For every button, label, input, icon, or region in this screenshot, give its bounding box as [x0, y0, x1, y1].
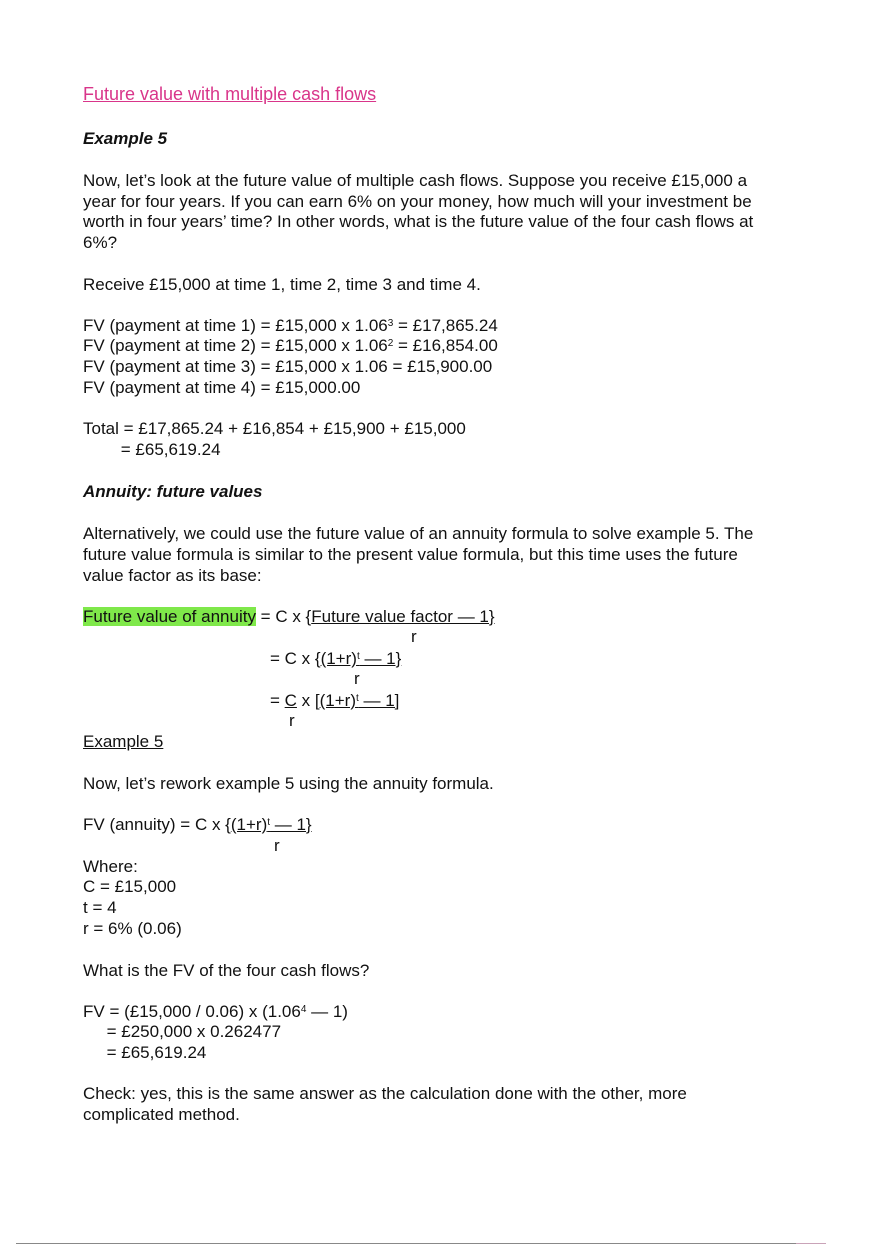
annuity-para-line: future value formula is similar to the present value formula, but this time uses the future [83, 545, 738, 564]
calc-line-2: = £250,000 x 0.262477 [83, 1022, 282, 1041]
check-line: Check: yes, this is the same answer as the calculation done with the other, more [83, 1084, 687, 1103]
fv-annuity-line [83, 815, 312, 835]
fv-line [83, 316, 498, 336]
section-title: Future value with multiple cash flows [83, 84, 377, 104]
exponent: t [355, 693, 359, 704]
total-line: Total = £17,865.24 + £16,854 + £15,900 + £15,000 [83, 419, 466, 438]
formula-denominator: r [274, 836, 280, 855]
base: (1+r) [320, 649, 357, 668]
intro-line: year for four years. If you can earn 6% on your money, how much will your investment be [83, 192, 752, 211]
formula-line-3 [270, 691, 399, 711]
fv-line: FV (payment at time 3) = £15,000 x 1.06 = £15,900.00 [83, 357, 493, 376]
equals: = [270, 691, 285, 710]
calc-line-1 [83, 1002, 348, 1022]
annuity-para-line: Alternatively, we could use the future value of an annuity formula to solve example 5. The [83, 524, 754, 543]
formula-numerator [321, 649, 402, 668]
where-label: Where: [83, 857, 138, 876]
minus-one: — 1] [358, 691, 400, 710]
variable-t: t = 4 [83, 898, 117, 917]
check-line: complicated method. [83, 1105, 240, 1124]
formula-denominator: r [289, 711, 295, 730]
formula-line-1 [83, 607, 495, 627]
formula-c: C [284, 691, 297, 710]
fv-text: FV (payment at time 2) = £15,000 x 1.06 [83, 336, 388, 355]
example-underlined: Example 5 [83, 732, 164, 751]
fv-result: = £16,854.00 [393, 336, 498, 355]
exponent: t [267, 817, 271, 828]
intro-line: 6%? [83, 233, 118, 252]
formula-numerator [320, 691, 400, 710]
footer-rule-accent [796, 1243, 826, 1244]
variable-r: r = 6% (0.06) [83, 919, 182, 938]
footer-rule [16, 1243, 796, 1244]
formula-numerator [231, 815, 312, 834]
formula-line-2 [270, 649, 401, 669]
highlighted-label: Future value of annuity [83, 607, 256, 626]
fv-result: = £17,865.24 [393, 316, 498, 335]
annuity-heading: Annuity: future values [83, 482, 263, 501]
exponent: t [356, 651, 360, 662]
fv-line [83, 336, 498, 356]
formula-denominator: r [354, 669, 360, 688]
formula-text: = C x { [255, 607, 312, 626]
formula-numerator: Future value factor — 1} [311, 607, 495, 626]
fv-line: FV (payment at time 4) = £15,000.00 [83, 378, 361, 397]
calc-line-3: = £65,619.24 [83, 1043, 207, 1062]
base: (1+r) [230, 815, 268, 834]
total-result: = £65,619.24 [83, 440, 221, 459]
exponent: 3 [387, 318, 394, 329]
formula-text: FV (annuity) = C x { [83, 815, 231, 834]
exponent: 2 [387, 338, 394, 349]
times: x [ [296, 691, 320, 710]
example-heading: Example 5 [83, 129, 168, 148]
formula-text: = C x { [270, 649, 321, 668]
receive-text: Receive £15,000 at time 1, time 2, time 3 and time 4. [83, 275, 481, 294]
calc-text: — 1) [306, 1002, 348, 1021]
calc-text: FV = (£15,000 / 0.06) x (1.06 [83, 1002, 301, 1021]
question-text: What is the FV of the four cash flows? [83, 961, 370, 980]
variable-c: C = £15,000 [83, 877, 177, 896]
minus-one: — 1} [270, 815, 312, 834]
base: (1+r) [319, 691, 356, 710]
intro-line: worth in four years’ time? In other words, what is the future value of the four cash flows at [83, 212, 754, 231]
fv-text: FV (payment at time 1) = £15,000 x 1.06 [83, 316, 388, 335]
annuity-para-line: value factor as its base: [83, 566, 262, 585]
formula-denominator: r [411, 627, 417, 646]
intro-line: Now, let’s look at the future value of multiple cash flows. Suppose you receive £15,000 a [83, 171, 748, 190]
rework-text: Now, let’s rework example 5 using the annuity formula. [83, 774, 494, 793]
exponent: 4 [300, 1004, 307, 1015]
minus-one: — 1} [359, 649, 402, 668]
